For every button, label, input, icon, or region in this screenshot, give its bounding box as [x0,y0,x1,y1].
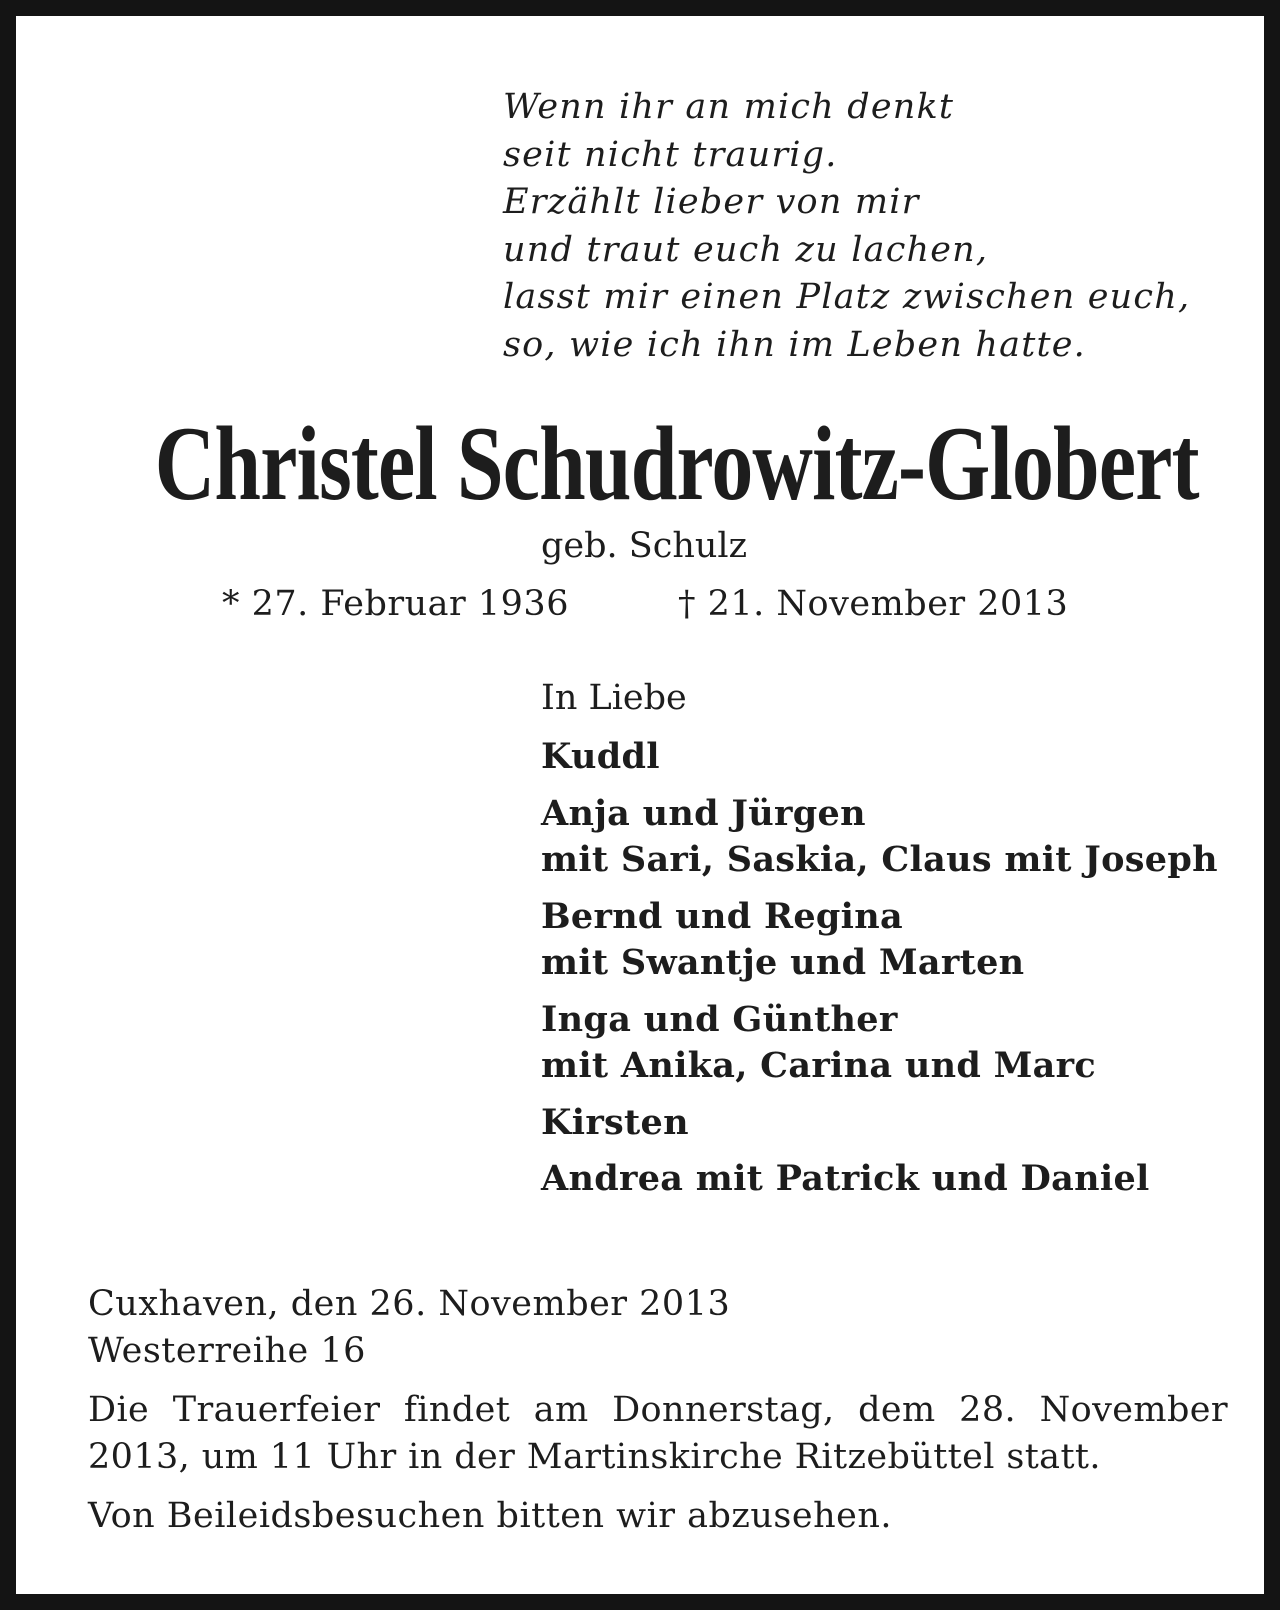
poem-line: so, wie ich ihn im Leben hatte. [503,324,1086,365]
family-entry [541,1100,1218,1147]
family-list [541,734,1218,1203]
family-entry [541,894,1218,987]
family-entry-main: Anja und Jürgen [541,792,866,834]
poem-line: und traut euch zu lachen, [503,229,989,270]
family-entry-main: Andrea mit Patrick und Daniel [541,1158,1150,1199]
maiden-name: geb. Schulz [541,526,748,566]
family-entry [541,734,1218,781]
notice-footer [88,1281,1228,1540]
family-entry-sub: mit Swantje und Marten [541,942,1025,983]
poem-line: Erzählt lieber von mir [503,182,920,222]
family-entry-main: Kuddl [541,736,660,777]
birth-date: * 27. Februar 1936 [222,584,569,624]
family-entry-sub: mit Sari, Saskia, Claus mit Joseph [541,839,1218,880]
place-and-address [88,1281,1228,1375]
family-entry [541,1156,1218,1203]
family-entry-main: Inga und Günther [541,998,898,1040]
poem-line: seit nicht traurig. [503,134,838,175]
family-entry [541,997,1218,1090]
poem-line: Wenn ihr an mich denkt [503,87,955,127]
address: Westerreihe 16 [88,1331,366,1371]
death-date: † 21. November 2013 [678,584,1069,624]
place-date: Cuxhaven, den 26. November 2013 [88,1284,731,1324]
mourners-section [541,674,1218,1213]
family-entry [541,791,1218,884]
memorial-poem [503,84,1190,369]
condolence-note: Von Beileidsbesuchen bitten wir abzusehen. [88,1496,893,1536]
deceased-name: Christel Schudrowitz-Globert [154,405,1199,522]
deceased-name-heading [16,404,1264,524]
funeral-ceremony-info: Die Trauerfeier findet am Donnerstag, dem 28. November 2013, um 11 Uhr in der Martinskirche Ritzebüttel statt. [88,1390,1228,1477]
family-entry-sub: mit Anika, Carina und Marc [541,1045,1096,1086]
family-entry-main: Kirsten [541,1101,689,1143]
mourners-intro: In Liebe [541,678,687,718]
family-entry-main: Bernd und Regina [541,895,903,937]
poem-line: lasst mir einen Platz zwischen euch, [503,277,1191,317]
